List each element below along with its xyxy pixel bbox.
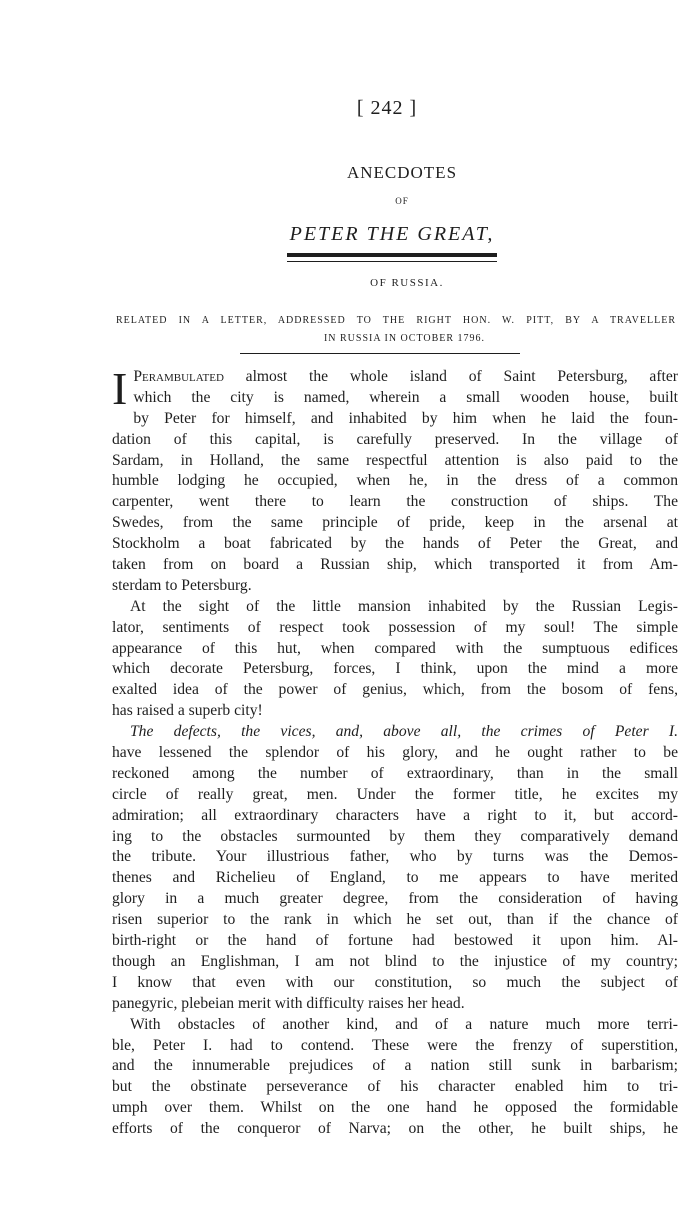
text-line: umph over them. Whilst on the one hand he opposed the formidable bbox=[112, 1099, 678, 1117]
text-line: which the city is named, wherein a small wooden house, built bbox=[133, 388, 678, 406]
text-line: ble, Peter I. had to contend. These were the frenzy of superstition, bbox=[112, 1036, 678, 1054]
text-line: efforts of the conqueror of Narva; on the other, he built ships, he bbox=[112, 1120, 678, 1138]
text-line: risen superior to the rank in which he set out, than if the chance of bbox=[112, 911, 678, 929]
page-number: [ 242 ] bbox=[356, 97, 418, 119]
drop-cap: I bbox=[112, 363, 128, 414]
lead-smallcaps: Perambulated bbox=[133, 368, 224, 385]
text-line: I know that even with our constitution, so much the subject of bbox=[112, 973, 678, 991]
text-line: dation of this capital, is carefully preserved. In the village of bbox=[112, 430, 678, 448]
text-line: thenes and Richelieu of England, to me appears to have merited bbox=[112, 869, 678, 887]
text-line: panegyric, plebeian merit with difficulty raises her head. bbox=[112, 994, 465, 1012]
paragraph-3 bbox=[112, 722, 678, 1014]
subtitle-line-2: IN RUSSIA IN OCTOBER 1796. bbox=[323, 333, 486, 344]
text-line: sterdam to Petersburg. bbox=[112, 576, 252, 594]
text-fragment: almost the whole island of Saint Petersburg, after bbox=[245, 368, 678, 385]
text-line: At the sight of the little mansion inhabited by the Russian Legis- bbox=[130, 597, 678, 615]
chapter-title-country: OF RUSSIA. bbox=[370, 277, 444, 289]
chapter-title: ANECDOTES bbox=[346, 163, 458, 182]
text-line: ing to the obstacles surmounted by them they comparatively demand bbox=[112, 827, 678, 845]
text-line: circle of really great, men. Under the former title, he excites my bbox=[112, 785, 678, 803]
paragraph-4 bbox=[112, 1015, 678, 1140]
text-line: carpenter, went there to learn the construction of ships. The bbox=[112, 493, 678, 511]
text-line: With obstacles of another kind, and of a nature much more terri- bbox=[130, 1015, 678, 1033]
text-line: admiration; all extraordinary characters have a right to it, but accord- bbox=[112, 806, 678, 824]
text-line: which decorate Petersburg, forces, I think, upon the mind a more bbox=[112, 660, 678, 678]
text-line: though an Englishman, I am not blind to the injustice of my country; bbox=[112, 952, 678, 970]
text-line: glory in a much greater degree, from the consideration of having bbox=[112, 890, 678, 908]
body-text bbox=[112, 363, 678, 1140]
text-line: the tribute. Your illustrious father, who by turns was the Demos- bbox=[112, 848, 678, 866]
paragraph-2 bbox=[112, 597, 678, 722]
text-line: Sardam, in Holland, the same respectful attention is also paid to the bbox=[112, 451, 678, 469]
text-line bbox=[112, 367, 678, 388]
chapter-title-name: PETER THE GREAT, bbox=[289, 223, 495, 245]
title-rule-thin bbox=[287, 261, 497, 262]
text-line: Stockholm a boat fabricated by the hands of Peter the Great, and bbox=[112, 535, 678, 553]
text-line: reckoned among the number of extraordinary, than in the small bbox=[112, 764, 678, 782]
text-line: humble lodging he occupied, when he, in the dress of a common bbox=[112, 472, 678, 490]
text-line: exalted idea of the power of genius, which, from the bosom of fens, bbox=[112, 681, 678, 699]
chapter-title-of: OF bbox=[395, 196, 409, 206]
text-line: has raised a superb city! bbox=[112, 702, 263, 720]
text-line: lator, sentiments of respect took possession of my soul! The simple bbox=[112, 618, 678, 636]
subtitle-rule bbox=[240, 353, 520, 354]
text-line: and the innumerable prejudices of a nation still sunk in barbarism; bbox=[112, 1057, 678, 1075]
title-rule-thick bbox=[287, 253, 497, 257]
text-line: birth-right or the hand of fortune had bestowed it upon him. Al- bbox=[112, 932, 678, 950]
paragraph-1 bbox=[112, 363, 678, 597]
text-line: by Peter for himself, and inhabited by him when he laid the foun- bbox=[133, 409, 678, 427]
text-line: taken from on board a Russian ship, which transported it from Am- bbox=[112, 556, 678, 574]
subtitle-line-1: RELATED IN A LETTER, ADDRESSED TO THE RIGHT HON. W. PITT, BY A TRAVELLER bbox=[116, 315, 676, 326]
text-line: but the obstinate perseverance of his character enabled him to tri- bbox=[112, 1078, 678, 1096]
text-line: appearance of this hut, when compared with the sumptuous edifices bbox=[112, 639, 678, 657]
text-line: have lessened the splendor of his glory, and he ought rather to be bbox=[112, 744, 678, 762]
text-line: The defects, the vices, and, above all, the crimes of Peter I. bbox=[130, 723, 678, 741]
text-line: Swedes, from the same principle of pride, keep in the arsenal at bbox=[112, 514, 678, 532]
